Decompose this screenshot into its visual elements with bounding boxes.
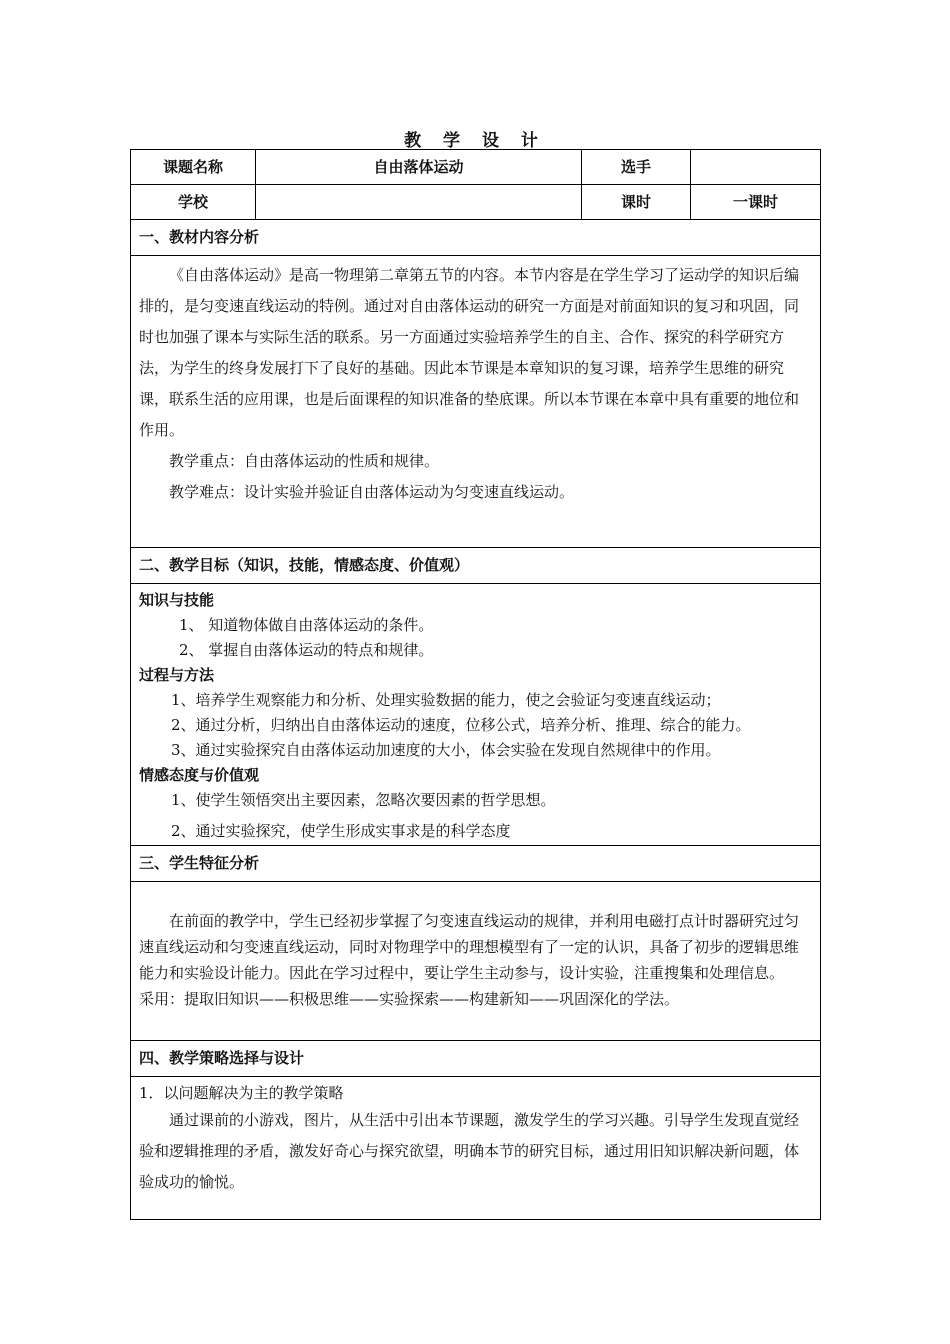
process-item: 2、通过分析，归纳出自由落体运动的速度，位移公式，培养分析、推理、综合的能力。	[171, 716, 751, 734]
section-3-paragraph: 在前面的教学中，学生已经初步掌握了匀变速直线运动的规律，并利用电磁打点计时器研究过匀速直线运动和匀变速直线运动，同时对物理学中的理想模型有了一定的认识，具备了初步的逻辑思维能力和实验设计能力。因此在学习过程中，要让学生主动参与，设计实验，注重搜集和处理信息。	[139, 912, 800, 982]
knowledge-title: 知识与技能	[139, 591, 215, 609]
player-value	[691, 150, 821, 185]
topic-value: 自由落体运动	[256, 150, 582, 185]
period-value: 一课时	[691, 185, 821, 220]
lesson-design-table	[130, 149, 821, 1220]
section-2-heading: 二、教学目标（知识，技能，情感态度、价值观）	[131, 548, 821, 584]
document-title: 教 学 设 计	[404, 131, 546, 151]
period-label: 课时	[582, 185, 691, 220]
section-4-body	[131, 1077, 821, 1220]
section-1-heading: 一、教材内容分析	[131, 220, 821, 256]
process-item: 3、通过实验探究自由落体运动加速度的大小，体会实验在发现自然规律中的作用。	[171, 741, 721, 759]
difficulty: 教学难点：设计实验并验证自由落体运动为匀变速直线运动。	[169, 483, 575, 501]
section-3-heading: 三、学生特征分析	[131, 846, 821, 882]
emotion-title: 情感态度与价值观	[139, 766, 260, 784]
process-item: 1、培养学生观察能力和分析、处理实验数据的能力，使之会验证匀变速直线运动；	[171, 691, 721, 709]
school-value	[256, 185, 582, 220]
emotion-item: 1、使学生领悟突出主要因素，忽略次要因素的哲学思想。	[171, 791, 556, 809]
section-4-paragraph: 通过课前的小游戏，图片，从生活中引出本节课题，激发学生的学习兴趣。引导学生发现直觉经验和逻辑推理的矛盾，激发好奇心与探究欲望，明确本节的研究目标，通过用旧知识解决新问题，体验成功的愉悦。	[139, 1111, 800, 1191]
header-row-topic	[131, 150, 821, 185]
key-point: 教学重点：自由落体运动的性质和规律。	[169, 452, 440, 470]
strategy-title: 1．以问题解决为主的教学策略	[139, 1084, 344, 1102]
school-label: 学校	[131, 185, 256, 220]
player-label: 选手	[582, 150, 691, 185]
section-2-body	[131, 584, 821, 846]
header-row-school	[131, 185, 821, 220]
section-4-heading: 四、教学策略选择与设计	[131, 1041, 821, 1077]
emotion-item: 2、通过实验探究，使学生形成实事求是的科学态度	[171, 822, 511, 840]
section-3-method: 采用：提取旧知识——积极思维——实验探索——构建新知——巩固深化的学法。	[139, 990, 680, 1008]
knowledge-item: 2、 掌握自由落体运动的特点和规律。	[179, 641, 434, 659]
section-1-body	[131, 256, 821, 548]
section-3-body	[131, 882, 821, 1041]
knowledge-item: 1、 知道物体做自由落体运动的条件。	[179, 616, 434, 634]
section-1-paragraph: 《自由落体运动》是高一物理第二章第五节的内容。本节内容是在学生学习了运动学的知识后编排的，是匀变速直线运动的特例。通过对自由落体运动的研究一方面是对前面知识的复习和巩固，同时也加强了课本与实际生活的联系。另一方面通过实验培养学生的自主、合作、探究的科学研究方法，为学生的终身发展打下了良好的基础。因此本节课是本章知识的复习课，培养学生思维的研究课，联系生活的应用课，也是后面课程的知识准备的垫底课。所以本节课在本章中具有重要的地位和作用。	[139, 266, 800, 439]
topic-label: 课题名称	[131, 150, 256, 185]
process-title: 过程与方法	[139, 666, 215, 684]
